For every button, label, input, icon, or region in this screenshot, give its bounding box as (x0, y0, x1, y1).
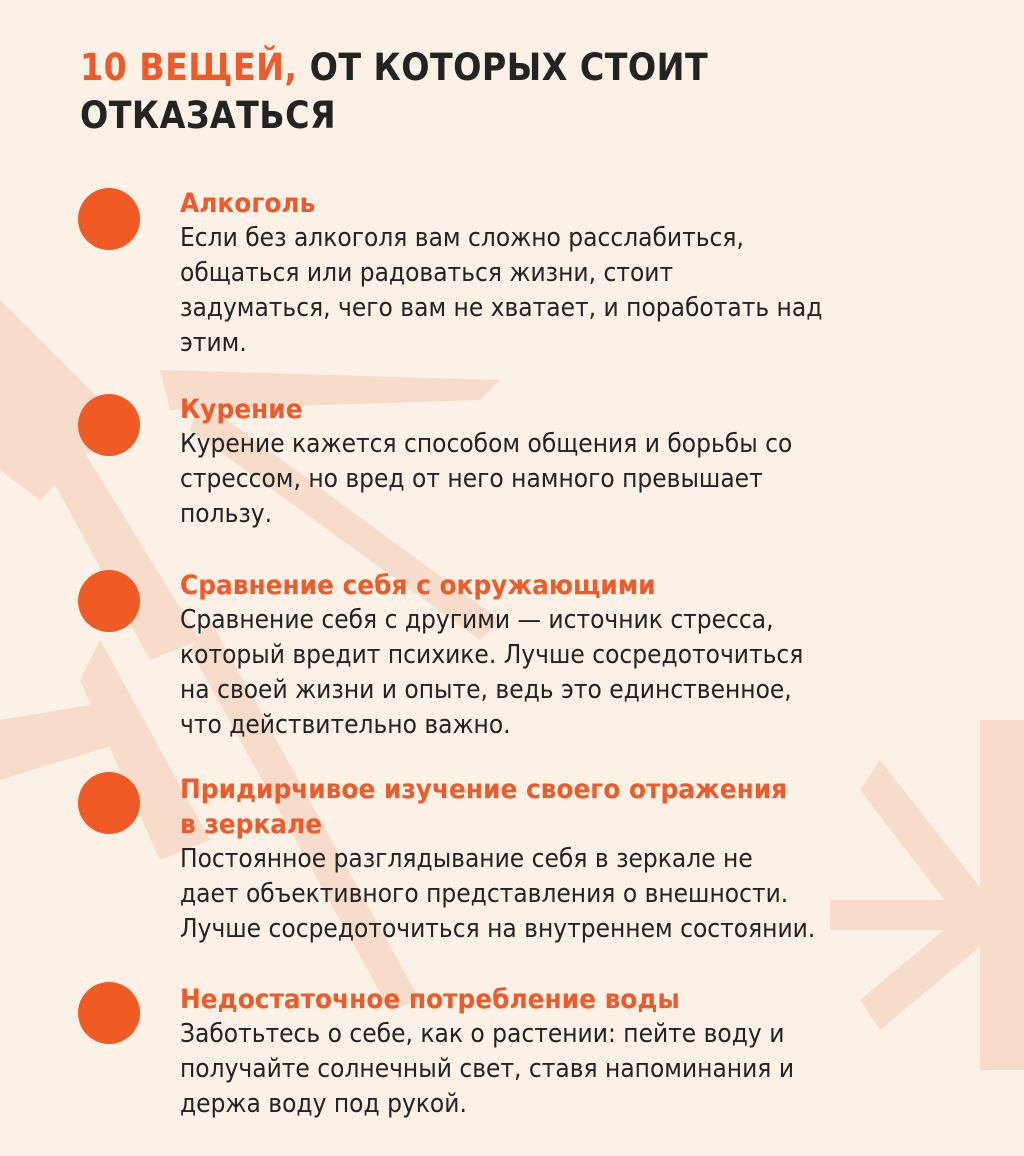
item-body: Постоянное разглядывание себя в зеркале не дает объективного представления о внешности. Лучше сосредоточиться на внутреннем состоянии. (180, 844, 816, 944)
item-heading: Сравнение себя с окружающими (180, 570, 656, 601)
item-heading: Недостаточное потребление воды (180, 984, 680, 1015)
item-heading: Курение (180, 394, 303, 425)
bullet-dot (78, 394, 140, 456)
item-body: Сравнение себя с другими — источник стресса, который вредит психике. Лучше сосредоточиться на своей жизни и опыте, ведь это единственное, что действительно важно. (180, 605, 804, 740)
page-title (80, 44, 708, 140)
bullet-dot (78, 772, 140, 834)
bullet-dot (78, 982, 140, 1044)
item-body: Заботьтесь о себе, как о растении: пейте воду и получайте солнечный свет, ставя напоминания и держа воду под рукой. (180, 1019, 795, 1119)
title-line2: ОТКАЗАТЬСЯ (80, 94, 337, 137)
bullet-dot (78, 188, 140, 250)
bullet-dot (78, 570, 140, 632)
item-body: Курение кажется способом общения и борьбы со стрессом, но вред от него намного превышает пользу. (180, 429, 793, 529)
item-heading: Алкоголь (180, 188, 316, 219)
item-heading: Придирчивое изучение своего отражения в зеркале (180, 774, 788, 840)
title-accent: 10 ВЕЩЕЙ, (80, 46, 298, 89)
title-line1-rest: ОТ КОТОРЫХ СТОИТ (297, 46, 709, 89)
item-body: Если без алкоголя вам сложно расслабиться, общаться или радоваться жизни, стоит задуматься, чего вам не хватает, и поработать над этим. (180, 223, 823, 358)
